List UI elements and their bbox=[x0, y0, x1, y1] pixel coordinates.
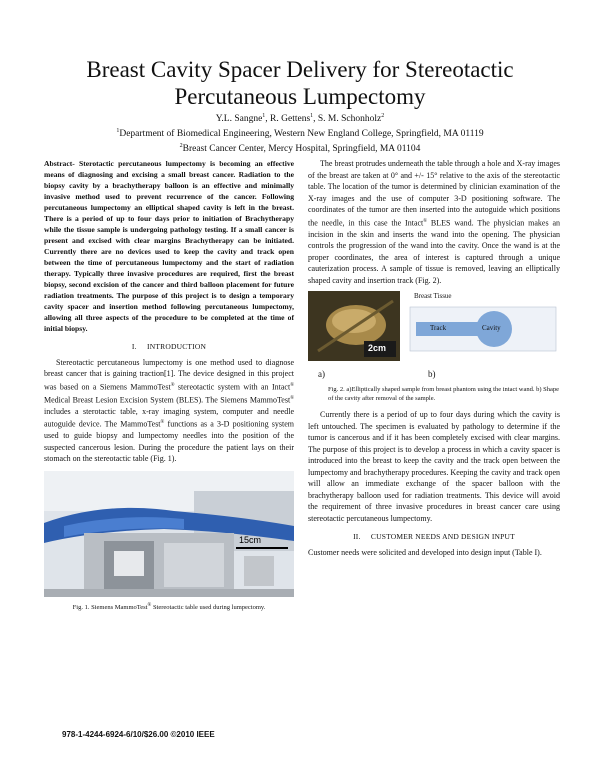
right-column bbox=[308, 158, 560, 563]
author-name: S. M. Schonholz bbox=[317, 114, 382, 125]
caption-text: Fig. 1. Siemens MammoTest bbox=[72, 604, 148, 612]
intro-text: includes a sterotactic table, x-ray imaging system, computer and needle autoguide device. The MammoTest bbox=[44, 406, 294, 429]
tissue-sample-photo bbox=[308, 291, 400, 361]
intro-paragraph bbox=[44, 357, 294, 465]
author-list: Y.L. Sangne$^1$, R. Gettens$^1$, S. M. Schonholz$^2$ bbox=[215, 113, 385, 125]
body-text: The breast protrudes underneath the table through a hole and X-ray images of the breast are taken at 0° and +/- 15° relative to the axis of the stereotactic table. The location of the tumor is determined by clinician examination of the X-ray images and the use of computer 3-D positioning software. The coordinates of the tumor are then inserted into the autoguide which positions the needle, in this case the Intact bbox=[308, 159, 560, 228]
copyright-footer: 978-1-4244-6924-6/10/$26.00 ©2010 IEEE bbox=[62, 730, 215, 739]
body-paragraph: Currently there is a period of up to four days during which the cavity is left untouched. The specimen is evaluated by pathology to determine if the tumor is cancerous and if it has been completely excised with clear margins. The purpose of this project is to develop a process in which a cavity spacer is introduced into the breast to keep the cavity and the track open between the lumpectomy and brachytherapy procedures. Keeping the cavity and track open will allow an immediate exchange of the spacer balloon with the brachytherapy balloon used for radiation treatments. This device will avoid the requirement of three invasive procedures in breast cancer care using stereotactic percutaneous lumpectomy. bbox=[308, 410, 560, 523]
affiliation-sup: 1 bbox=[116, 128, 120, 135]
stereotactic-table-illustration bbox=[44, 471, 294, 597]
track-label: Track bbox=[430, 324, 447, 333]
intro-text: Medical Breast Lesion Excision System (BLES). The Siemens MammoTest bbox=[44, 395, 291, 405]
affiliation-text: Department of Biomedical Engineering, Western New England College, Springfield, MA 01119 bbox=[119, 129, 484, 140]
author-sup: 1 bbox=[310, 113, 314, 119]
figure-2 bbox=[308, 291, 560, 391]
figure-2a-photo bbox=[308, 291, 400, 361]
figure-2a-label: a) bbox=[318, 369, 325, 380]
author-sup: 2 bbox=[381, 113, 385, 119]
author-sup: 1 bbox=[262, 113, 266, 119]
body-paragraph bbox=[308, 158, 560, 286]
scale-label: 2cm bbox=[368, 343, 387, 354]
figure-2b-diagram bbox=[408, 291, 558, 361]
figure-2-caption: Fig. 2. a)Elliptically shaped sample from breast phantom using the intact wand. b) Shape of the cavity after removal of the sample. bbox=[328, 386, 560, 403]
affiliation-2 bbox=[40, 140, 560, 155]
registered-mark: ® bbox=[290, 395, 294, 401]
affiliation-1 bbox=[40, 125, 560, 140]
author-name: Y.L. Sangne bbox=[215, 114, 263, 125]
registered-mark: ® bbox=[423, 218, 428, 224]
figure-1-photo bbox=[44, 471, 294, 597]
section-number: II. bbox=[353, 532, 361, 542]
body-text: BLES wand. The physician makes an incision in the skin and inserts the wand into the opening. The physician controls the progression of the wand into the cavity. Once the wand is at the proper coordinates, the area of interest is captured through a unique cauterization process. A sample of tissue is removed, leaving an elliptically shaped cavity and insertion track (Fig. 2). bbox=[308, 218, 560, 285]
intro-text: Stereotactic percutaneous lumpectomy is one method used to diagnose breast cancer that is gaining traction[1]. The device designed in this project was based on a Siemens MammoTest bbox=[44, 357, 294, 392]
affiliation-text: Breast Cancer Center, Mercy Hospital, Springfield, MA 01104 bbox=[182, 144, 421, 155]
figure-2b-label: b) bbox=[428, 369, 436, 380]
section-heading-introduction bbox=[44, 341, 294, 353]
registered-mark: ® bbox=[170, 382, 175, 388]
registered-mark: ® bbox=[160, 420, 165, 426]
registered-mark: ® bbox=[290, 382, 294, 388]
left-column bbox=[44, 158, 294, 612]
abstract: Abstract- Sterotactic percutaneous lumpectomy is becoming an effective means of diagnosing and excising a small breast cancer. Radiation to the biopsy cavity by a brachytherapy balloon is an effective and minimally invasive method used to prevent recurrence of the cancer. Following percutaneous lumpectomy an elliptical shaped cavity is left in the breast. There is a period of up to four days prior to initiation of Brachytherapy while the tissue sample is undergoing pathology testing. If a small cancer is present and excised with clear margins Brachytherapy can be initiated. Currently there are no devices used to keep the cavity and track open between the time of percutaneous lumpectomy and the start of radiation therapy. Typically three invasive procedures are required, first the breast biopsy, second excision of the cancer and third balloon placement for future radiation treatments. The purpose of this project is to design a temporary cavity spacer and insertion method following percutaneous lumpectomy, allowing all three aspects of the procedure to be completed at the time of initial biopsy. bbox=[44, 159, 294, 333]
registered-mark: ® bbox=[147, 602, 152, 608]
affiliation-sup: 2 bbox=[179, 143, 183, 150]
author-block bbox=[40, 110, 560, 155]
intro-text: stereotactic system with an Intact bbox=[174, 382, 291, 392]
section-title: CUSTOMER NEEDS AND DESIGN INPUT bbox=[370, 532, 515, 542]
scale-bar bbox=[236, 547, 288, 549]
scale-label: 15cm bbox=[239, 534, 262, 545]
section-title: INTRODUCTION bbox=[147, 342, 207, 351]
author-name: R. Gettens bbox=[270, 114, 311, 125]
section-number: I. bbox=[131, 342, 137, 351]
caption-text: Stereotactic table used during lumpectomy. bbox=[151, 604, 266, 612]
body-paragraph: Customer needs were solicited and developed into design input (Table I). bbox=[308, 547, 542, 557]
figure-1-caption bbox=[44, 601, 294, 612]
section-heading-customer-needs bbox=[308, 531, 560, 543]
cavity-label: Cavity bbox=[482, 324, 501, 333]
intro-text: functions as a 3-D positioning system used to guide biopsy and lumpectomy needles into the position of the suspected cancerous lesion. During the procedure the patient lays on their stomach on the stereotactic table (Fig. 1). bbox=[44, 419, 295, 464]
breast-tissue-label: Breast Tissue bbox=[414, 292, 452, 301]
paper-title: Breast Cavity Spacer Delivery for Stereotactic Percutaneous Lumpectomy bbox=[86, 57, 514, 109]
